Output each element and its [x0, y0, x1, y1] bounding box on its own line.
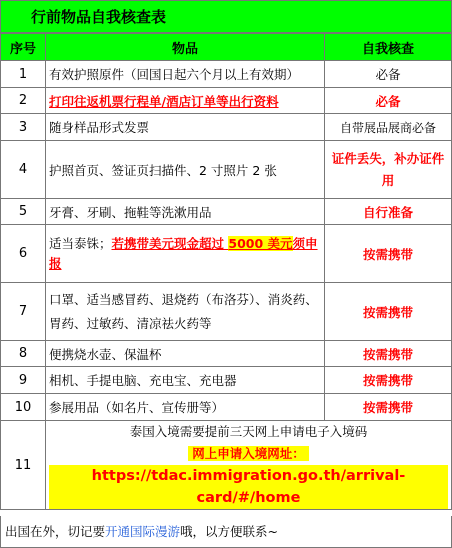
table-row — [1, 88, 452, 114]
row-check: 自带展品展商必备 — [325, 114, 452, 141]
table-row — [1, 367, 452, 394]
usd-amount-highlight: 5000 美元 — [228, 235, 293, 251]
row-number: 7 — [1, 283, 46, 341]
usd-declaration-suffix: 须申报 — [49, 235, 318, 271]
row-item: 参展用品（如名片、宣传册等） — [46, 394, 325, 421]
row-number: 4 — [1, 141, 46, 199]
column-header-no: 序号 — [1, 34, 46, 61]
column-header-item: 物品 — [46, 34, 325, 61]
row-check: 自行准备 — [325, 199, 452, 225]
row-item: 护照首页、签证页扫描件、2 寸照片 2 张 — [46, 141, 325, 199]
row-check: 按需携带 — [325, 225, 452, 283]
item-text: 适当泰铢； — [49, 235, 112, 251]
table-row — [1, 199, 452, 225]
entry-code-url-label: 网上申请入境网址： — [49, 443, 448, 465]
footer-text-suffix: 哦，以方便联系~ — [180, 524, 279, 539]
row-item: 口罩、适当感冒药、退烧药（布洛芬）、消炎药、胃药、过敏药、清凉祛火药等 — [46, 283, 325, 341]
row-number: 6 — [1, 225, 46, 283]
row-number: 9 — [1, 367, 46, 394]
table-row — [1, 421, 452, 510]
table-row — [1, 394, 452, 421]
row-check: 按需携带 — [325, 283, 452, 341]
table-row — [1, 225, 452, 283]
row-item — [46, 225, 325, 283]
table-row — [1, 283, 452, 341]
table-row — [1, 141, 452, 199]
entry-code-note — [46, 421, 452, 510]
row-item: 打印往返机票行程单/酒店订单等出行资料 — [46, 88, 325, 114]
row-item: 随身样品形式发票 — [46, 114, 325, 141]
row-check: 按需携带 — [325, 394, 452, 421]
table-row — [1, 61, 452, 88]
row-number: 3 — [1, 114, 46, 141]
row-number: 10 — [1, 394, 46, 421]
row-number: 11 — [1, 421, 46, 510]
entry-code-notice: 泰国入境需要提前三天网上申请电子入境码 — [129, 424, 368, 439]
intl-roaming-link[interactable]: 开通国际漫游 — [105, 524, 181, 539]
entry-code-url-link[interactable]: https://tdac.immigration.go.th/arrival-card/#/home — [49, 465, 448, 509]
row-item: 有效护照原件（回国日起六个月以上有效期） — [46, 61, 325, 88]
row-check: 按需携带 — [325, 341, 452, 367]
row-number: 2 — [1, 88, 46, 114]
row-check: 按需携带 — [325, 367, 452, 394]
header-row — [1, 34, 452, 61]
column-header-check: 自我核查 — [325, 34, 452, 61]
row-item: 相机、手提电脑、充电宝、充电器 — [46, 367, 325, 394]
table-title: 行前物品自我核查表 — [31, 8, 167, 26]
row-check: 证件丢失，补办证件用 — [325, 141, 452, 199]
table-row — [1, 341, 452, 367]
usd-declaration-note: 若携带美元现金超过 — [111, 235, 229, 251]
table-row — [1, 114, 452, 141]
checklist-table — [0, 33, 452, 510]
footer-text-prefix: 出国在外，切记要 — [5, 524, 106, 539]
row-check: 必备 — [325, 61, 452, 88]
table-title-bar — [0, 0, 452, 33]
row-number: 1 — [1, 61, 46, 88]
row-number: 8 — [1, 341, 46, 367]
footer-note — [0, 516, 452, 548]
row-check: 必备 — [325, 88, 452, 114]
row-item: 便携烧水壶、保温杯 — [46, 341, 325, 367]
row-number: 5 — [1, 199, 46, 225]
row-item: 牙膏、牙刷、拖鞋等洗漱用品 — [46, 199, 325, 225]
